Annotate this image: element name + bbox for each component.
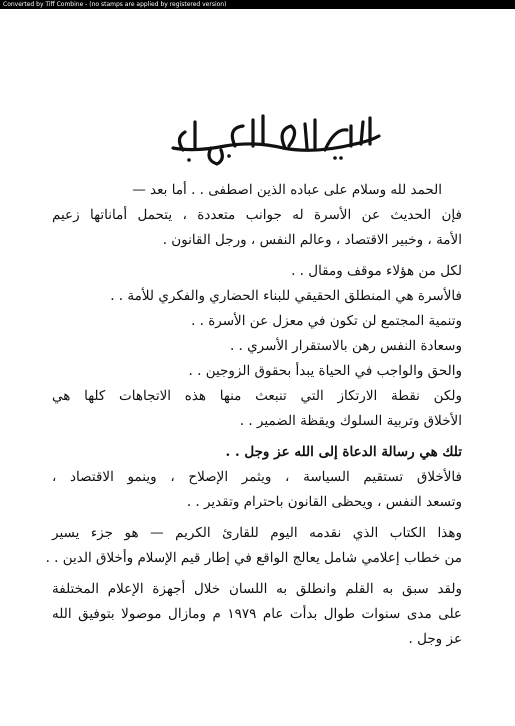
paragraph-line: ولقد سبق به القلم وانطلق به اللسان خلال أجهزة الإعلام المختلفة (52, 581, 462, 597)
paragraph-line: من خطاب إعلامي شامل يعالج الواقع في إطار قيم الإسلام وأخلاق الدين . . (45, 550, 462, 566)
paragraph-line: فالأخلاق تستقيم السياسة ، ويثمر الإصلاح ، وينمو الاقتصاد ، (52, 469, 462, 485)
paragraph-line: لكل من هؤلاء موقف ومقال . . (291, 263, 462, 279)
preface-text (45, 178, 462, 652)
paragraph-line: وتسعد النفس ، ويحظى القانون باحترام وتقدير . . (186, 494, 462, 510)
paragraph-line: وهذا الكتاب الذي نقدمه اليوم للقارئ الكريم — هو جزء يسير (52, 525, 462, 541)
paragraph-line: فإن الحديث عن الأسرة له جوانب متعددة ، يتحمل أماناتها زعيم (52, 207, 462, 223)
paragraph-line: وسعادة النفس رهن بالاستقرار الأسري . . (229, 338, 462, 354)
paragraph-line: على مدى سنوات طوال بدأت عام ١٩٧٩ م ومازال موصولا بتوفيق الله (52, 606, 462, 622)
converter-banner: Converted by Tiff Combine - (no stamps are applied by registered version) (0, 0, 515, 9)
paragraph-opening: الحمد لله وسلام على عباده الذين اصطفى . . أما بعد — (132, 182, 442, 198)
paragraph-line: وتنمية المجتمع لن تكون في معزل عن الأسرة . . (191, 313, 462, 329)
paragraph-line: والحق والواجب في الحياة يبدأ بحقوق الزوجين . . (188, 363, 462, 379)
basmala-calligraphy (165, 108, 385, 168)
paragraph-line: فالأسرة هي المنطلق الحقيقي للبناء الحضاري والفكري للأمة . . (110, 288, 462, 304)
paragraph-line: الأخلاق وتربية السلوك ويقظة الضمير . . (239, 413, 462, 429)
paragraph-line: تلك هي رسالة الدعاة إلى الله عز وجل . . (225, 444, 462, 460)
paragraph-line: عز وجل . (408, 631, 462, 647)
paragraph-line: الأمة ، وخبير الاقتصاد ، وعالم النفس ، ورجل القانون . (162, 232, 462, 248)
paragraph-line: ولكن نقطة الارتكاز التي تنبعث منها هذه الاتجاهات كلها هي (52, 388, 462, 404)
